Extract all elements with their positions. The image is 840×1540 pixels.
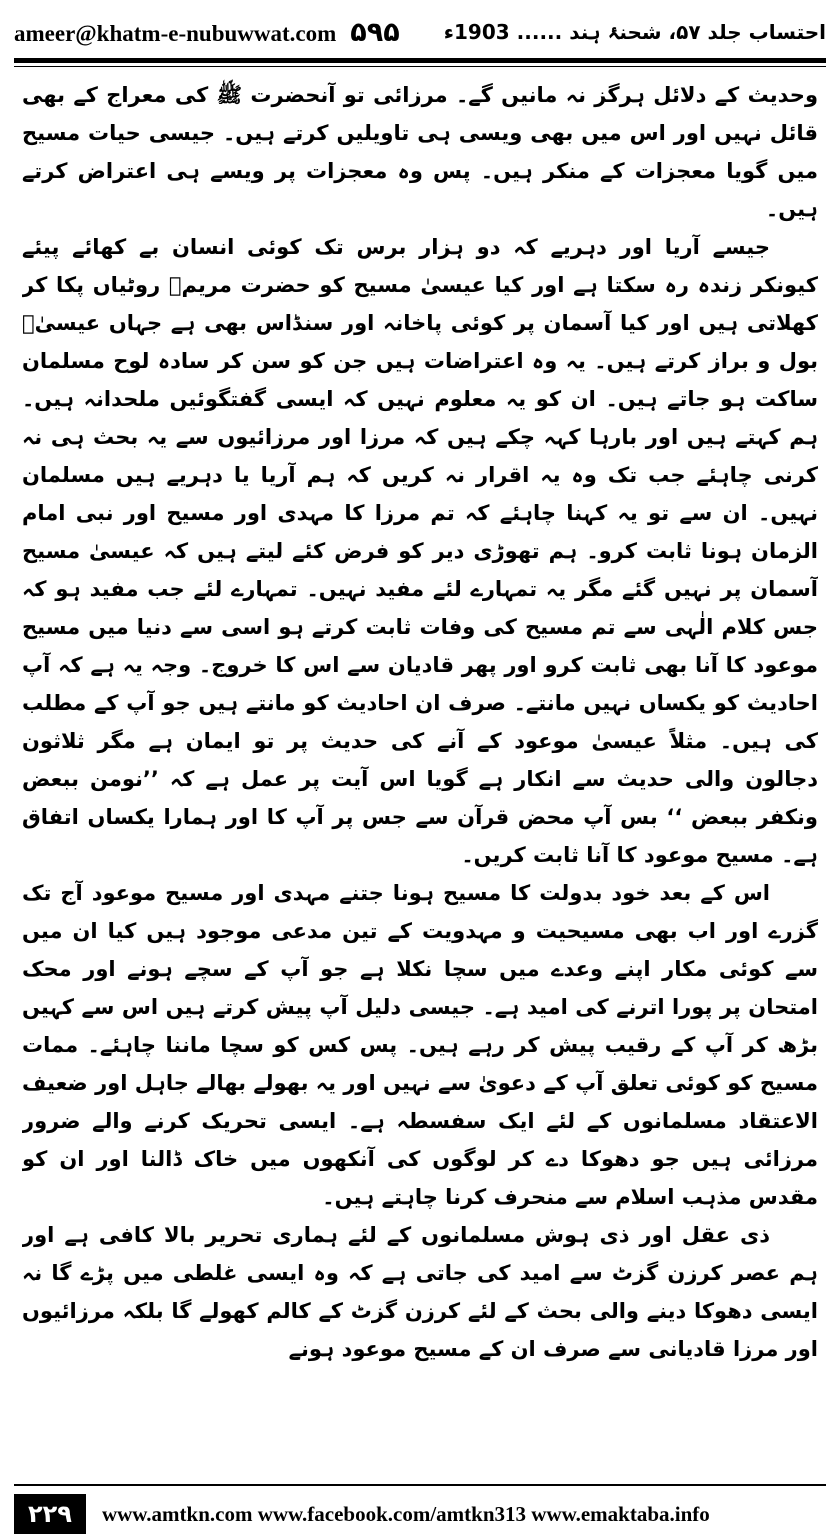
footer-rule xyxy=(14,1484,826,1486)
header-left xyxy=(14,17,400,48)
page-header xyxy=(14,12,826,52)
header-title: احتساب جلد ۵۷، شحنۂ ہند ...... 1903ء xyxy=(443,20,826,44)
header-rule-thin xyxy=(14,66,826,67)
paragraph-2: جیسے آریا اور دہریے کہ دو ہزار برس تک کوئی انسان بے کھائے پیئے کیونکر زندہ رہ سکتا ہے اور کیا عیسیٰ مسیح کو حضرت مریمؑ روٹیاں پکا کر کھلاتی ہیں اور کیا آسمان پر کوئی پاخانہ اور سنڈاس بھی ہے جہاں عیسیٰؑ بول و براز کرتے ہیں۔ یہ وہ اعتراضات ہیں جن کو سن کر سادہ لوح مسلمان ساکت ہو جاتے ہیں۔ ان کو یہ معلوم نہیں کہ ایسی گفتگوئیں ملحدانہ ہیں۔ ہم کہتے ہیں اور بارہا کہہ چکے ہیں کہ مرزا اور مرزائیوں سے یہ بحث ہی نہ کرنی چاہئے جب تک وہ یہ اقرار نہ کریں کہ ہم آریا یا دہریے ہیں مسلمان نہیں۔ ان سے تو یہ کہنا چاہئے کہ تم مرزا کا مہدی اور مسیح اور نبی امام الزمان ہونا ثابت کرو۔ ہم تھوڑی دیر کو فرض کئے لیتے ہیں کہ عیسیٰ مسیح آسمان پر نہیں گئے مگر یہ تمہارے لئے مفید نہیں۔ تمہارے لئے جب مفید ہو کہ جس کلام الٰہی سے تم مسیح کی وفات ثابت کرتے ہو اسی سے دنیا میں مسیح موعود کا آنا بھی ثابت کرو اور پھر قادیان سے اس کا خروج۔ وجہ یہ ہے کہ آپ احادیث کو یکساں نہیں مانتے۔ صرف ان احادیث کو مانتے ہیں جو آپ کے مطلب کی ہیں۔ مثلاً عیسیٰ موعود کے آنے کی حدیث پر تو ایمان ہے مگر ثلاثون دجالون والی حدیث سے انکار ہے گویا اس آیت پر عمل ہے کہ ’’نومن ببعض ونکفر ببعض ‘‘ بس آپ محض قرآن سے جس پر آپ کا اور ہمارا یکساں اتفاق ہے۔ مسیح موعود کا آنا ثابت کریں۔ xyxy=(22,235,818,867)
header-rule-thick xyxy=(14,58,826,63)
paragraph-1: وحدیث کے دلائل ہرگز نہ مانیں گے۔ مرزائی تو آنحضرت ﷺ کی معراج کے بھی قائل نہیں اور اس میں بھی ویسی ہی تاویلیں کرتے ہیں۔ جیسی حیات مسیح میں گویا معجزات کے منکر ہیں۔ پس وہ معجزات پر ویسے ہی اعتراض کرتے ہیں۔ xyxy=(22,83,818,221)
body-text xyxy=(22,76,818,1472)
header-email: ameer@khatm-e-nubuwwat.com xyxy=(14,20,337,46)
footer-page-number: ۲۲۹ xyxy=(14,1494,86,1534)
header-page-number: ۵۹۵ xyxy=(350,16,400,48)
footer-links[interactable]: www.amtkn.com www.facebook.com/amtkn313 www.emaktaba.info xyxy=(101,1501,710,1526)
paragraph-3: اس کے بعد خود بدولت کا مسیح ہونا جتنے مہدی اور مسیح موعود آج تک گزرے اور اب بھی مسیحیت و مہدویت کے تین مدعی موجود ہیں کیا ان میں سے کوئی مکار اپنے وعدے میں سچا نکلا ہے جو آپ کے سچے ہونے اور محک امتحان پر پورا اترنے کی امید ہے۔ جیسی دلیل آپ پیش کرتے ہیں اس سے کہیں بڑھ کر آپ کے رقیب پیش کر رہے ہیں۔ پس کس کو سچا ماننا چاہئے۔ ممات مسیح کو کوئی تعلق آپ کے دعویٰ سے نہیں اور یہ بھولے بھالے جاہل اور ضعیف الاعتقاد مسلمانوں کے لئے ایک سفسطہ ہے۔ ایسی تحریک کرنے والے ضرور مرزائی ہیں جو دھوکا دے کر لوگوں کی آنکھوں میں خاک ڈالنا اور ان کو مقدس مذہب اسلام سے منحرف کرنا چاہتے ہیں۔ xyxy=(22,881,818,1209)
paragraph-4: ذی عقل اور ذی ہوش مسلمانوں کے لئے ہماری تحریر بالا کافی ہے اور ہم عصر کرزن گزٹ سے امید کی جاتی ہے کہ وہ ایسی غلطی میں پڑے گا نہ ایسی دھوکا دینے والی بحث کے لئے کرزن گزٹ کے کالم کھولے گا بلکہ مرزائیوں اور مرزا قادیانی سے صرف ان کے مسیح موعود ہونے xyxy=(22,1223,818,1361)
page-footer xyxy=(14,1494,826,1534)
